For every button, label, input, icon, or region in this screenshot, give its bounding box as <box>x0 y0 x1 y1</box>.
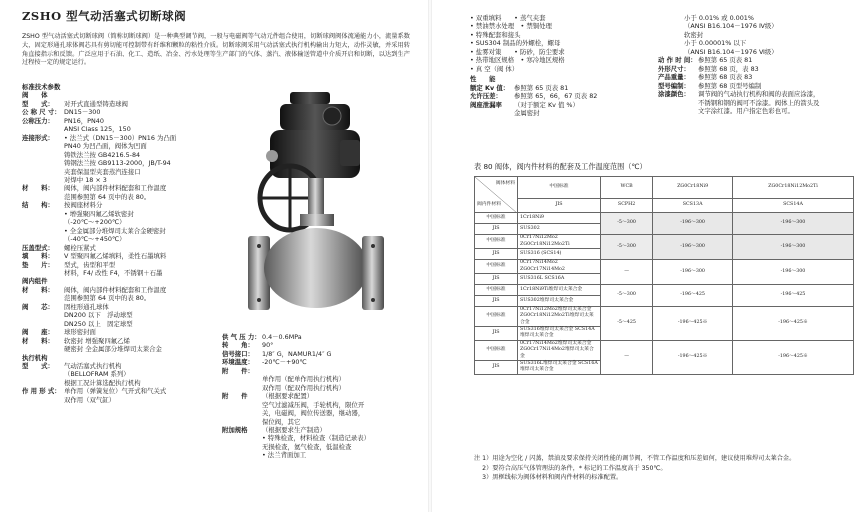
spec-key <box>22 345 64 353</box>
cell-standard: 中国标准 <box>475 213 518 224</box>
cell-material: 0Cr17Ni14Mo2 ZG0Cr17Ni14Mo2 <box>518 260 601 274</box>
spec-key <box>658 99 698 107</box>
spec-key <box>22 227 64 235</box>
spec-value: 参照第 68 页，表 83 <box>698 64 759 73</box>
spec-value: PN16，PN40 <box>64 116 104 125</box>
spec-value: 根据工况计算选配执行机构 <box>64 378 141 387</box>
option-line: • 盐雾对策 • 防砂，防尘要求 <box>470 47 565 56</box>
spec-title: 标准技术参数 <box>22 83 61 91</box>
spec-value: 型式，齿型和平型 <box>64 260 116 269</box>
spec-key: 垫 片： <box>22 260 54 269</box>
option-line: • 禁油禁水处理 • 禁铜处理 <box>470 22 552 31</box>
cell-standard: JIS <box>475 326 518 340</box>
spec-value: 双作用（双气缸） <box>64 395 116 404</box>
header-inner-material: 阀内件材料 <box>477 201 501 207</box>
spec-value <box>262 367 422 375</box>
spec-key <box>222 434 262 442</box>
table-row <box>475 260 854 274</box>
spec-row <box>470 92 650 100</box>
spec-row <box>222 384 422 392</box>
spec-value: 空气过滤减压阀，手轮机构，限位开 <box>262 400 365 409</box>
spec-value: 夹套保温型夹套蒸汽连接口 <box>64 167 141 176</box>
spec-value: • 法兰式（DN15－300）PN16 为凸面 <box>64 133 177 142</box>
spec-key <box>22 396 64 404</box>
option-line: • 热带地区规格 • 寒冷地区规格 <box>470 56 565 65</box>
spec-row <box>222 358 422 366</box>
diagonal-header <box>475 177 518 213</box>
cell-standard: JIS <box>475 360 518 374</box>
spec-key <box>222 375 262 383</box>
spec-key <box>22 218 64 226</box>
cell-temperature: -196～425※ <box>733 340 854 374</box>
cell-temperature: -196～425 <box>733 285 854 307</box>
spec-row <box>22 227 222 235</box>
col-zg0cr18ni9: ZG0Cr18Ni9 <box>653 177 733 199</box>
col-std-cn: 中国标准 <box>518 177 601 199</box>
spec-value: -20℃－+90℃ <box>262 358 307 367</box>
spec-key: 阀内组件 <box>22 277 48 286</box>
spec-row <box>470 109 650 117</box>
spec-row <box>658 65 838 73</box>
cell-temperature: -5～425 <box>601 307 653 341</box>
spec-key <box>22 370 64 378</box>
spec-key: 供 气 压 力： <box>222 333 261 341</box>
table-row <box>475 285 854 296</box>
spec-row <box>222 451 422 459</box>
spec-row <box>22 370 222 378</box>
spec-value: 对焊中 18 × 3 <box>64 175 107 184</box>
spec-row <box>22 125 222 133</box>
spec-row <box>22 108 222 116</box>
spec-value <box>64 354 222 362</box>
cell-temperature: -196～425 <box>653 285 733 307</box>
spec-row <box>222 375 422 383</box>
spec-value: 范围参照第 64 页中的表 80。 <box>64 192 151 201</box>
cell-standard: 中国标准 <box>475 260 518 274</box>
spec-row <box>22 142 222 150</box>
spec-key: 环境温度： <box>222 358 254 367</box>
cell-temperature: -196～300 <box>653 260 733 285</box>
cell-standard: 中国标准 <box>475 307 518 327</box>
cell-temperature: -5～300 <box>601 285 653 307</box>
spec-row <box>470 101 650 109</box>
spec-value: 不锈钢和钢的阀可不涂漆。阀体上的箭头及 <box>698 98 820 107</box>
leakage-line: 小于 0.01% 或 0.001% <box>684 14 754 22</box>
spec-row <box>22 252 222 260</box>
spec-row <box>658 82 838 90</box>
spec-value: 双作用（配双作用执行机构） <box>262 383 346 392</box>
cell-standard: 中国标准 <box>475 340 518 360</box>
spec-row <box>222 367 422 375</box>
option-line: • 特殊配套和接头 <box>470 30 521 39</box>
spec-value: 参照第 65 页表 81 <box>514 83 569 92</box>
spec-row <box>22 134 222 142</box>
spec-list-2 <box>222 333 422 460</box>
spec-value: PN40 为凹凸面，阀体为凹面 <box>64 142 147 151</box>
body-heading: 阀 体 <box>22 91 48 100</box>
spec-value: （对于额定 Kv 值 %） <box>514 100 579 109</box>
spec-key <box>222 418 262 426</box>
spec-row <box>22 244 222 252</box>
spec-key: 信号接口： <box>222 349 254 358</box>
spec-key: 允许压差： <box>470 92 502 101</box>
spec-row <box>22 159 222 167</box>
spec-key: 压盖型式： <box>22 243 54 252</box>
spec-key <box>222 384 262 392</box>
cell-material: 0Cr17Ni12Mo2堆焊司太莱合金 ZG0Cr18Ni12Mo2Ti堆焊司太莱合金 <box>518 307 601 327</box>
valve-photo <box>230 86 400 316</box>
leakage-line: 小于 0.00001% 以下 <box>684 39 747 48</box>
table-row <box>475 340 854 360</box>
spec-value: • 法兰背面加工 <box>262 451 307 460</box>
spec-value: 铸铁法兰按 GB4216.5-84 <box>64 150 141 159</box>
option-line: • 双重填料 • 蒸气夹套 <box>470 14 546 22</box>
spec-key <box>22 125 64 133</box>
table-row <box>475 235 854 249</box>
spec-key: 结 构： <box>22 201 54 210</box>
cell-temperature: -196～300 <box>653 213 733 235</box>
spec-row <box>22 311 222 319</box>
spec-value: 阀体，阀内部件材料配套和工作温度 <box>64 184 167 193</box>
cell-temperature: -196～425※ <box>653 307 733 341</box>
spec-row <box>222 418 422 426</box>
spec-value: 参照第 68 页表 83 <box>698 73 753 82</box>
spec-value: 球形密封面 <box>64 328 96 337</box>
spec-row <box>22 151 222 159</box>
spec-key <box>22 210 64 218</box>
cell-material: SUS302 <box>518 224 601 235</box>
spec-row <box>22 277 222 285</box>
spec-key <box>22 320 64 328</box>
spec-row <box>658 73 838 81</box>
spec-row <box>658 99 838 107</box>
spec-key <box>222 409 262 417</box>
spec-value: • 全金属部分堆焊司太莱合金硬密封 <box>64 226 166 235</box>
spec-key: 阀座泄漏率 <box>470 100 502 109</box>
spec-value: 关，电磁阀，阀位传送器，继动器， <box>262 409 365 418</box>
spec-key: 额定 Kv 值： <box>470 83 510 92</box>
spec-value: 硬密封 全金属部分堆焊司太莱合金 <box>64 345 162 354</box>
spec-value: （BELLOFRAM 系列） <box>64 370 130 379</box>
spec-key <box>22 294 64 302</box>
col-scph2: SCPH2 <box>601 199 653 213</box>
spec-value: 单作用（弹簧复位）气开式和气关式 <box>64 387 167 396</box>
spec-value: 材料，F4/ 改性 F4，不锈钢＋石墨 <box>64 268 163 277</box>
spec-key: 附 件 <box>222 392 248 401</box>
cell-material: 1Cr18Ni9 <box>518 213 601 224</box>
right-page <box>430 0 860 512</box>
note-line: 注 1）用途为空化 / 闪蒸，禁油及要求保持关闭性能的调节阀，不管工作温度和压差如何，建议使用堆焊司太莱合金。 <box>474 455 796 462</box>
spec-key: 转 角： <box>222 341 254 350</box>
spec-key: 公称压力： <box>22 116 54 125</box>
spec-value: 0.4－0.6MPa <box>262 333 302 341</box>
leakage-column <box>658 14 838 115</box>
spec-row <box>222 434 422 442</box>
col-scs13a: SCS13A <box>653 199 733 213</box>
spec-key: 附加规格 <box>222 425 248 434</box>
spec-row <box>22 210 222 218</box>
spec-row <box>222 392 422 400</box>
spec-row <box>470 84 650 92</box>
spec-value: DN15－300 <box>64 108 101 117</box>
spec-key: 附 件： <box>222 366 254 375</box>
note-line: 3）黑框线标为阀体材料和阀内件材料的标准配置。 <box>474 474 623 482</box>
cell-temperature: -196～425※ <box>733 307 854 341</box>
cell-temperature: — <box>601 340 653 374</box>
leakage-line: （ANSI B16.104－1976 Ⅵ级） <box>684 47 778 56</box>
spec-key: 填 料： <box>22 252 54 261</box>
spec-list <box>22 83 222 404</box>
spec-row <box>22 117 222 125</box>
spec-row <box>22 201 222 209</box>
spec-value: 1/8″ G，NAMUR1/4″ G <box>262 349 332 358</box>
cell-temperature: -5～300 <box>601 213 653 235</box>
spec-value: （-20℃～+200℃） <box>64 218 126 227</box>
performance-heading: 性 能 <box>470 75 496 84</box>
cell-standard: JIS <box>475 249 518 260</box>
table-row <box>475 213 854 224</box>
spec-row <box>22 320 222 328</box>
notes <box>474 454 859 483</box>
spec-value: 参照第 65，66，67 页表 82 <box>514 92 598 101</box>
spec-key <box>22 159 64 167</box>
spec-value: DN200 以下 浮动球型 <box>64 311 133 320</box>
spec-row <box>22 354 222 362</box>
cell-material: 1Cr18Ni9Ti堆焊司太莱合金 <box>518 285 601 296</box>
spec-value: 螺栓压紧式 <box>64 243 96 252</box>
spec-row <box>658 107 838 115</box>
material-table <box>474 176 854 375</box>
spec-value: 阀体，阀内部件材料配套和工作温度 <box>64 285 167 294</box>
spec-key <box>22 168 64 176</box>
leakage-line: （ANSI B16.104－1976 Ⅳ级） <box>684 22 778 31</box>
spec-key <box>470 109 514 117</box>
spec-value: 范围参照第 64 页中的表 80。 <box>64 294 151 303</box>
spec-value: 固柱形通孔球体 <box>64 302 109 311</box>
spec-row <box>22 218 222 226</box>
cell-standard: JIS <box>475 274 518 285</box>
cell-temperature: -196～425※ <box>653 340 733 374</box>
col-zg0cr18ni12mo2ti: ZG0Cr18Ni12Mo2Ti <box>733 177 854 199</box>
cell-material: SUS316 (SCS14) <box>518 249 601 260</box>
spec-key <box>22 235 64 243</box>
cell-standard: 中国标准 <box>475 285 518 296</box>
spec-row <box>22 294 222 302</box>
cell-temperature: — <box>601 260 653 285</box>
spec-value: 气动活塞式执行机构 <box>64 361 122 370</box>
spec-value: 无损检查，氦气检查，低温检查 <box>262 442 352 451</box>
spec-row <box>22 269 222 277</box>
cell-standard: JIS <box>475 224 518 235</box>
spec-key: 作 用 形 式： <box>22 387 61 396</box>
spec-key: 型 式： <box>22 99 54 108</box>
spec-key: 产品重量： <box>658 73 690 82</box>
spec-value <box>64 277 222 285</box>
spec-key <box>22 151 64 159</box>
spec-value: 按阀座材料分 <box>64 201 103 210</box>
spec-key: 公 称 尺 寸： <box>22 108 61 117</box>
spec-value: 对开式直通型铸造球阀 <box>64 99 128 108</box>
cell-standard: JIS <box>475 296 518 307</box>
spec-key <box>222 443 262 451</box>
spec-value: V 型聚四氟乙烯填料，柔性石墨填料 <box>64 252 167 261</box>
spec-key: 动 作 时 间： <box>658 56 697 65</box>
cell-temperature: -196～300 <box>733 235 854 260</box>
spec-key: 型 式： <box>22 361 54 370</box>
cell-temperature: -196～300 <box>653 235 733 260</box>
spec-value: 铸钢法兰按 GB9113-2000，JB/T-94 <box>64 159 171 168</box>
spec-value: 单作用（配单作用执行机构） <box>262 375 346 384</box>
spec-row <box>222 443 422 451</box>
cell-material: 0Cr17Ni12Mo2 ZG0Cr18Ni12Mo2Ti <box>518 235 601 249</box>
page-title: ZSHO 型气动活塞式切断球阀 <box>22 9 187 23</box>
spec-value: 金属密封 <box>514 108 540 117</box>
spec-value: （-40℃～+450℃） <box>64 235 126 244</box>
spec-row <box>22 235 222 243</box>
intro-paragraph: ZSHO 型气动活塞式切断球阀（简称切断球阀）是一种典型调节阀，一般与电磁阀等气动元件组合使用，切断球阀阀体流通能力小，流量系数大，固定形通孔球体阀芯具有剪切能可控制带有纤维和颗粒的粘性介质。切断球阀采用气动活塞式执行机构输出力矩大，动作灵敏，并采用转角直接指示和反馈。广泛应用于石油、化工、造纸、冶金、污水处理等生产部门的气体、蒸汽、液体输送管道中介质开启和切断，以达到生产过程按一定的规定运行。 <box>22 33 410 67</box>
spec-row <box>222 409 422 417</box>
spec-row <box>22 168 222 176</box>
col-scs14a: SCS14A <box>733 199 854 213</box>
spec-value: （根据要求生产制造） <box>262 425 326 434</box>
spec-value: 调节阀的气动执行机构和阀的表面应涂漆， <box>698 90 820 99</box>
spec-value: 保位阀，其它 <box>262 417 301 426</box>
spec-value: 参照第 68 页型号编制 <box>698 81 762 90</box>
spec-value: • 特殊检查，材料检查（制造记录表） <box>262 434 371 443</box>
options-column <box>470 14 650 117</box>
cell-temperature: -196～300 <box>733 260 854 285</box>
spec-key <box>222 451 262 459</box>
col-std-jis: JIS <box>518 199 601 213</box>
table-row <box>475 307 854 327</box>
spec-key <box>658 107 698 115</box>
col-wcb: WCB <box>601 177 653 199</box>
cell-material: SUS316L SCS16A <box>518 274 601 285</box>
cell-temperature: -5～300 <box>601 235 653 260</box>
spec-row <box>22 396 222 404</box>
spec-value: 参照第 65 页表 81 <box>698 56 753 65</box>
note-line: 2）要符合高压气体管理法的条件，* 标记的工作温度高于 350℃。 <box>474 464 667 472</box>
spec-value: • 增强聚四氟乙烯软密封 <box>64 209 134 218</box>
cell-temperature: -196～300 <box>733 213 854 235</box>
spec-value: ANSI Class 125，150 <box>64 125 131 134</box>
spec-key: 材 料： <box>22 184 54 193</box>
spec-row <box>22 184 222 192</box>
spec-key <box>222 401 262 409</box>
spec-row <box>658 90 838 98</box>
spec-key: 连接形式： <box>22 133 54 142</box>
spec-row <box>222 341 422 349</box>
spec-value: 文字涂红漆。用户指定色彩也可。 <box>698 106 794 115</box>
spec-key: 涂漆颜色： <box>658 90 690 99</box>
spec-value: 软密封 增强聚四氟乙烯 <box>64 336 130 345</box>
spec-value: 90° <box>262 341 274 350</box>
spec-row <box>22 261 222 269</box>
cell-material: SUS316堆焊司太莱合金 SCS14A堆焊司太莱合金 <box>518 326 601 340</box>
spec-key: 材 料： <box>22 336 54 345</box>
option-line: • SUS304 制品的外螺栓，螺母 <box>470 39 561 48</box>
spec-row <box>22 345 222 353</box>
spec-key <box>22 311 64 319</box>
cell-material: 0Cr17Ni14Mo2堆焊司太莱合金 ZG0Cr17Ni14Mo2堆焊司太莱合金 <box>518 340 601 360</box>
spec-key: 执行机构 <box>22 353 48 362</box>
cell-material: SUS316L堆焊司太莱合金 SCS16A堆焊司太莱合金 <box>518 360 601 374</box>
spec-key: 型号编制： <box>658 81 690 90</box>
spec-value: DN250 以上 固定球型 <box>64 319 133 328</box>
spec-key: 材 料： <box>22 285 54 294</box>
spec-row <box>222 401 422 409</box>
option-line: • 真 空（阀 体） <box>470 64 519 73</box>
spec-value: （根据要求配置） <box>262 392 314 401</box>
header-body-material: 阀体材料 <box>495 181 515 186</box>
spec-row <box>22 328 222 336</box>
leakage-line: 软密封 <box>684 30 704 39</box>
spec-row <box>22 303 222 311</box>
spec-row <box>658 56 838 64</box>
spec-key: 阀 芯： <box>22 302 54 311</box>
spec-key <box>22 142 64 150</box>
cell-standard: 中国标准 <box>475 235 518 249</box>
spec-row <box>22 337 222 345</box>
spec-key: 外形尺寸： <box>658 64 690 73</box>
cell-material: SUS302堆焊司太莱合金 <box>518 296 601 307</box>
spec-key: 阀 座： <box>22 328 54 337</box>
spec-row <box>22 387 222 395</box>
table-caption: 表 80 阀体，阀内件材料的配套及工作温度范围（℃） <box>474 162 647 171</box>
